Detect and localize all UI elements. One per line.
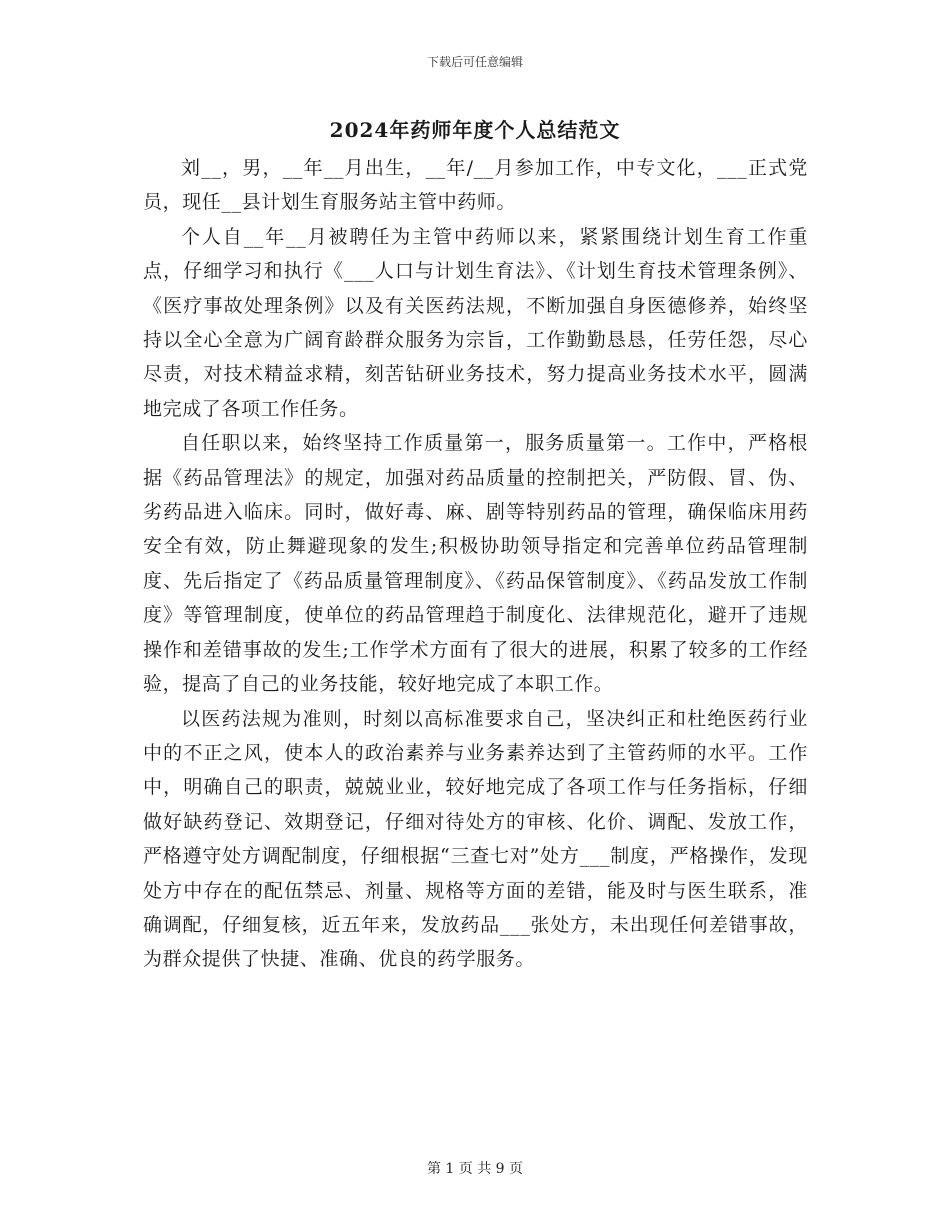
document-title: 2024年药师年度个人总结范文: [329, 118, 621, 142]
document-body: [143, 151, 808, 977]
paragraph: 个人自__年__月被聘任为主管中药师以来，紧紧围绕计划生育工作重点，仔细学习和执行《___人口与计划生育法》、《计划生育技术管理条例》、《医疗事故处理条例》以及有关医药法规，不断加强自身医德修养，始终坚持以全心全意为广阔育龄群众服务为宗旨，工作勤勤恳恳，任劳任怨，尽心尽责，对技术精益求精，刻苦钻研业务技术，努力提高业务技术水平，圆满地完成了各项工作任务。: [143, 225, 808, 420]
paragraph: 以医药法规为准则，时刻以高标准要求自己，坚决纠正和杜绝医药行业中的不正之风，使本人的政治素养与业务素养达到了主管药师的水平。工作中，明确自己的职责，兢兢业业，较好地完成了各项工作与任务指标，仔细做好缺药登记、效期登记，仔细对待处方的审核、化价、调配、发放工作，严格遵守处方调配制度，仔细根据“三查七对”处方___制度，严格操作，发现处方中存在的配伍禁忌、剂量、规格等方面的差错，能及时与医生联系，准确调配，仔细复核，近五年来，发放药品___张处方，未出现任何差错事故，为群众提供了快捷、准确、优良的药学服务。: [143, 707, 808, 971]
paragraph: 刘__，男，__年__月出生，__年/__月参加工作，中专文化，___正式党员，现任__县计划生育服务站主管中药师。: [143, 157, 808, 214]
paragraph: 自任职以来，始终坚持工作质量第一，服务质量第一。工作中，严格根据《药品管理法》的规定，加强对药品质量的控制把关，严防假、冒、伪、劣药品进入临床。同时，做好毒、麻、剧等特别药品的管理，确保临床用药安全有效，防止舞避现象的发生;积极协助领导指定和完善单位药品管理制度、先后指定了《药品质量管理制度》、《药品保管制度》、《药品发放工作制度》等管理制度，使单位的药品管理趋于制度化、法律规范化，避开了违规操作和差错事故的发生;工作学术方面有了很大的进展，积累了较多的工作经验，提高了自己的业务技能，较好地完成了本职工作。: [143, 432, 808, 696]
header-note: 下载后可任意编辑: [426, 55, 523, 69]
page-number: 第 1 页 共 9 页: [426, 1161, 524, 1177]
